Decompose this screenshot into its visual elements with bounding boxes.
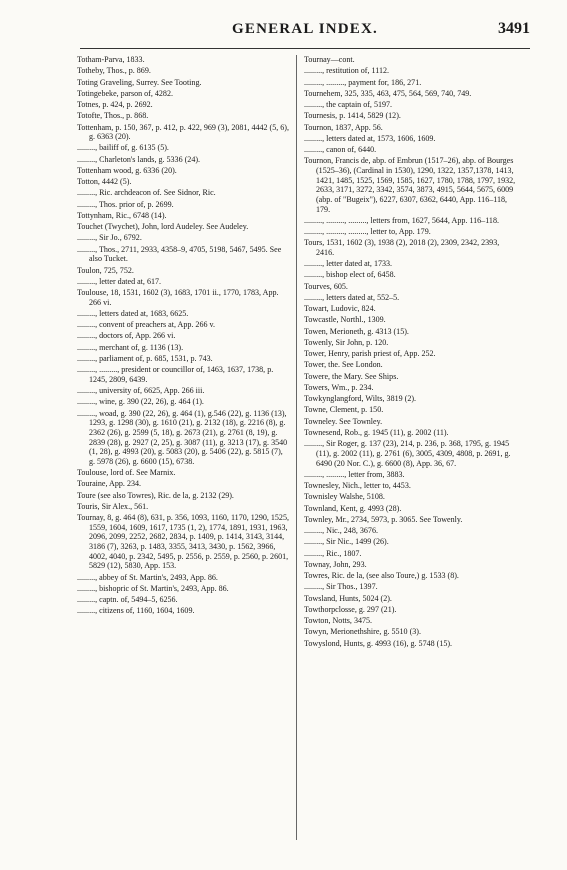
index-entry: Townisley Walshe, 5108.	[304, 492, 385, 502]
index-entry: Townesley, Nich., letter to, 4453.	[304, 481, 411, 490]
index-entry: Tourves, 605.	[304, 281, 348, 291]
index-entry: Totingebeke, parson of, 4282.	[77, 88, 173, 98]
index-entry: ........., ........., president or councillor of, 1463, 1637, 1738, p. 1245, 2809, 6439.	[77, 365, 274, 384]
index-entry: ........., letters dated at, 1683, 6625.	[77, 308, 189, 318]
index-entry: Touchet (Twychet), John, lord Audeley. See Audeley.	[77, 222, 249, 232]
index-entry: Tottynham, Ric., 6748 (14).	[77, 210, 167, 220]
index-entry: Totofte, Thos., p. 868.	[77, 111, 149, 121]
index-entry: Totham-Parva, 1833.	[77, 55, 145, 64]
index-entry: ........., citizens of, 1160, 1604, 1609.	[77, 606, 195, 616]
index-entry: ........., canon of, 6440.	[304, 145, 377, 154]
index-entry: ........., the captain of, 5197.	[304, 100, 393, 109]
header-rule	[80, 48, 530, 49]
index-entry: ........., merchant of, g. 1136 (13).	[77, 342, 184, 352]
index-entry: Towcastle, Northl., 1309.	[304, 315, 386, 325]
index-column-right	[304, 55, 516, 650]
index-entry: ........., letters dated at, 1573, 1606, 1609.	[304, 133, 436, 143]
index-entry: ........., Ric. archdeacon of. See Sidnor, Ric.	[77, 188, 216, 198]
index-entry: Towers, Wm., p. 234.	[304, 382, 374, 392]
index-entry: ........., Thos. prior of, p. 2699.	[77, 199, 174, 209]
index-entry: Touris, Sir Alex., 561.	[77, 501, 149, 511]
index-entry: ........., bishop elect of, 6458.	[304, 270, 396, 280]
index-entry: Totheby, Thos., p. 869.	[77, 66, 151, 76]
index-entry: Townay, John, 293.	[304, 559, 367, 569]
index-entry: ........., Thos., 2711, 2933, 4358–9, 4705, 5198, 5467, 5495. See also Tucket.	[77, 244, 282, 264]
index-entry: ........., Sir Nic., 1499 (26).	[304, 537, 389, 547]
page-number: 3491	[498, 20, 530, 37]
index-entry: ........., doctors of, App. 266 vi.	[77, 331, 176, 341]
index-entry: Towart, Ludovic, 824.	[304, 304, 376, 314]
index-entry: ........., restitution of, 1112.	[304, 66, 390, 76]
index-entry: Townesend, Rob., g. 1945 (11), g. 2002 (11).	[304, 427, 449, 437]
index-entry: Towsland, Hunts, 5024 (2).	[304, 593, 392, 603]
index-entry: Tournon, Francis de, abp. of Embrun (1517–26), abp. of Bourges (1525–36), (Cardinal in 1530), 1290, 1322, 1357,1378, 1413, 1421, 1485, 1525, 1569, 1585, 1627, 1780, 1788, 1797, 1932, 2633, 3171, 3272, 3342, 3574, 3873, 4915, 5644, 5675, 6009 (abp. of "Bugeix"), 6227, 6307, 6362, 6440, App. 116–118, 179.	[304, 156, 516, 214]
index-entry: Tournehem, 325, 335, 463, 475, 564, 569, 740, 749.	[304, 88, 472, 98]
index-entry: Totnes, p. 424, p. 2692.	[77, 100, 153, 109]
index-column-left	[77, 55, 289, 618]
index-entry: ........., letter dated at, 617.	[77, 276, 162, 286]
index-entry: ........., wine, g. 390 (22, 26), g. 464 (1).	[77, 397, 204, 407]
index-entry: ........., woad, g. 390 (22, 26), g. 464 (1), g.546 (22), g. 1136 (13), 1293, g. 1298 (30), g. 1610 (21), g. 2132 (18), g. 2216 (8), g. 2362 (26), g. 2599 (5, 18), g. 2673 (21), g. 2761 (8, 19), g. 2839 (28), g. 2927 (2, 25), g. 3087 (11), g. 3213 (17), g. 3540 (1, 28), g. 4993 (20), g. 5083 (20), g. 5406 (22), g. 5815 (7), g. 5978 (26), g. 6600 (15), 6738.	[77, 408, 288, 466]
index-entry: ........., bailiff of, g. 6135 (5).	[77, 143, 169, 153]
column-divider	[296, 55, 297, 840]
index-entry: Tours, 1531, 1602 (3), 1938 (2), 2018 (2), 2309, 2342, 2393, 2416.	[304, 238, 500, 257]
index-entry: Towneley. See Townley.	[304, 416, 383, 426]
index-entry: Townland, Kent, g. 4993 (28).	[304, 503, 402, 513]
index-entry: ........., ........., ........., letters from, 1627, 5644, App. 116–118.	[304, 215, 499, 225]
index-entry: Towyn, Merionethshire, g. 5510 (3).	[304, 627, 421, 637]
index-entry: Toulon, 725, 752.	[77, 265, 134, 275]
index-entry: Toulouse, lord of. See Marnix.	[77, 468, 176, 478]
index-entry: Toting Graveling, Surrey. See Tooting.	[77, 77, 202, 87]
index-entry: ........., captn. of, 5494–5, 6256.	[77, 595, 178, 605]
index-entry: ........., Charleton's lands, g. 5336 (24).	[77, 154, 201, 164]
index-entry: Towere, the Mary. See Ships.	[304, 371, 399, 381]
index-entry: Towyslond, Hunts, g. 4993 (16), g. 5748 (15).	[304, 638, 453, 648]
index-entry: ........., ........., letter from, 3883.	[304, 469, 405, 479]
index-entry: ........., ........., payment for, 186, 271.	[304, 77, 422, 87]
index-entry: ........., Sir Thos., 1397.	[304, 582, 378, 592]
index-entry: ........., ........., ........., letter to, App. 179.	[304, 227, 431, 237]
index-entry: Totton, 4442 (5).	[77, 177, 132, 187]
index-entry: Tower, Henry, parish priest of, App. 252.	[304, 349, 436, 359]
index-entry: Tournay, 8, g. 464 (8), 631, p. 356, 1093, 1160, 1170, 1290, 1525, 1559, 1604, 1609, 1617, 1735 (1, 2), 1774, 1891, 1931, 1963, 2096, 2099, 2252, 2682, 2834, p. 1409, p. 1414, 3143, 3144, 3186 (7), 3263, p. 1483, 3355, 3413, 3430, p. 1562, 3966, 4002, 4040, p. 2342, 5495, p. 2556, p. 2559, p. 2560, p. 2601, 5829 (12), 5830, App. 153.	[77, 513, 289, 571]
page-header	[80, 18, 530, 46]
index-entry: Toulouse, 18, 1531, 1602 (3), 1683, 1701 ii., 1770, 1783, App. 266 vi.	[77, 288, 279, 307]
index-entry: ........., Sir Jo., 6792.	[77, 233, 142, 243]
index-entry: Townley, Mr., 2734, 5973, p. 3065. See Towenly.	[304, 514, 463, 524]
index-entry: Towton, Notts, 3475.	[304, 616, 373, 625]
index-entry: Towthorpclosse, g. 297 (21).	[304, 604, 397, 614]
index-entry: Towne, Clement, p. 150.	[304, 405, 384, 415]
index-entry: ........., Ric., 1807.	[304, 548, 362, 558]
index-entry: Tournesis, p. 1414, 5829 (12).	[304, 111, 401, 121]
index-entry: Tournon, 1837, App. 56.	[304, 122, 383, 132]
index-entry: ........., abbey of St. Martin's, 2493, App. 86.	[77, 572, 218, 582]
index-entry: ........., Nic., 248, 3676.	[304, 526, 378, 535]
index-entry: ........., letter dated at, 1733.	[304, 259, 393, 269]
index-entry: ........., university of, 6625, App. 266 iii.	[77, 386, 205, 396]
index-entry: Tournay—cont.	[304, 55, 355, 64]
index-entry: ........., bishopric of St. Martin's, 2493, App. 86.	[77, 583, 229, 593]
index-entry: Toure (see also Towres), Ric. de la, g. 2132 (29).	[77, 490, 234, 500]
index-entry: ........., Sir Roger, g. 137 (23), 214, p. 236, p. 368, 1795, g. 1945 (11), g. 2002 (11), g. 2761 (6), 3005, 4309, 4808, p. 2691, g. 6490 (20 Nor. C.), g. 6600 (8), App. 36, 67.	[304, 439, 511, 468]
index-entry: Tower, the. See London.	[304, 360, 383, 370]
index-entry: Towenly, Sir John, p. 120.	[304, 337, 389, 347]
page-title: GENERAL INDEX.	[232, 21, 378, 37]
index-entry: Tottenham wood, g. 6336 (20).	[77, 165, 177, 175]
index-entry: Towres, Ric. de la, (see also Toure,) g. 1533 (8).	[304, 571, 459, 580]
index-entry: Touraine, App. 234.	[77, 479, 142, 489]
index-entry: ........., letters dated at, 552–5.	[304, 292, 400, 302]
index-entry: Tottenham, p. 150, 367, p. 412, p. 422, 969 (3), 2081, 4442 (5, 6), g. 6363 (20).	[77, 122, 289, 142]
index-entry: Towen, Merioneth, g. 4313 (15).	[304, 326, 409, 336]
index-entry: ........., parliament of, p. 685, 1531, p. 743.	[77, 353, 213, 363]
index-entry: Towkynglangford, Wilts, 3819 (2).	[304, 394, 417, 404]
index-entry: ........., convent of preachers at, App. 266 v.	[77, 320, 216, 330]
